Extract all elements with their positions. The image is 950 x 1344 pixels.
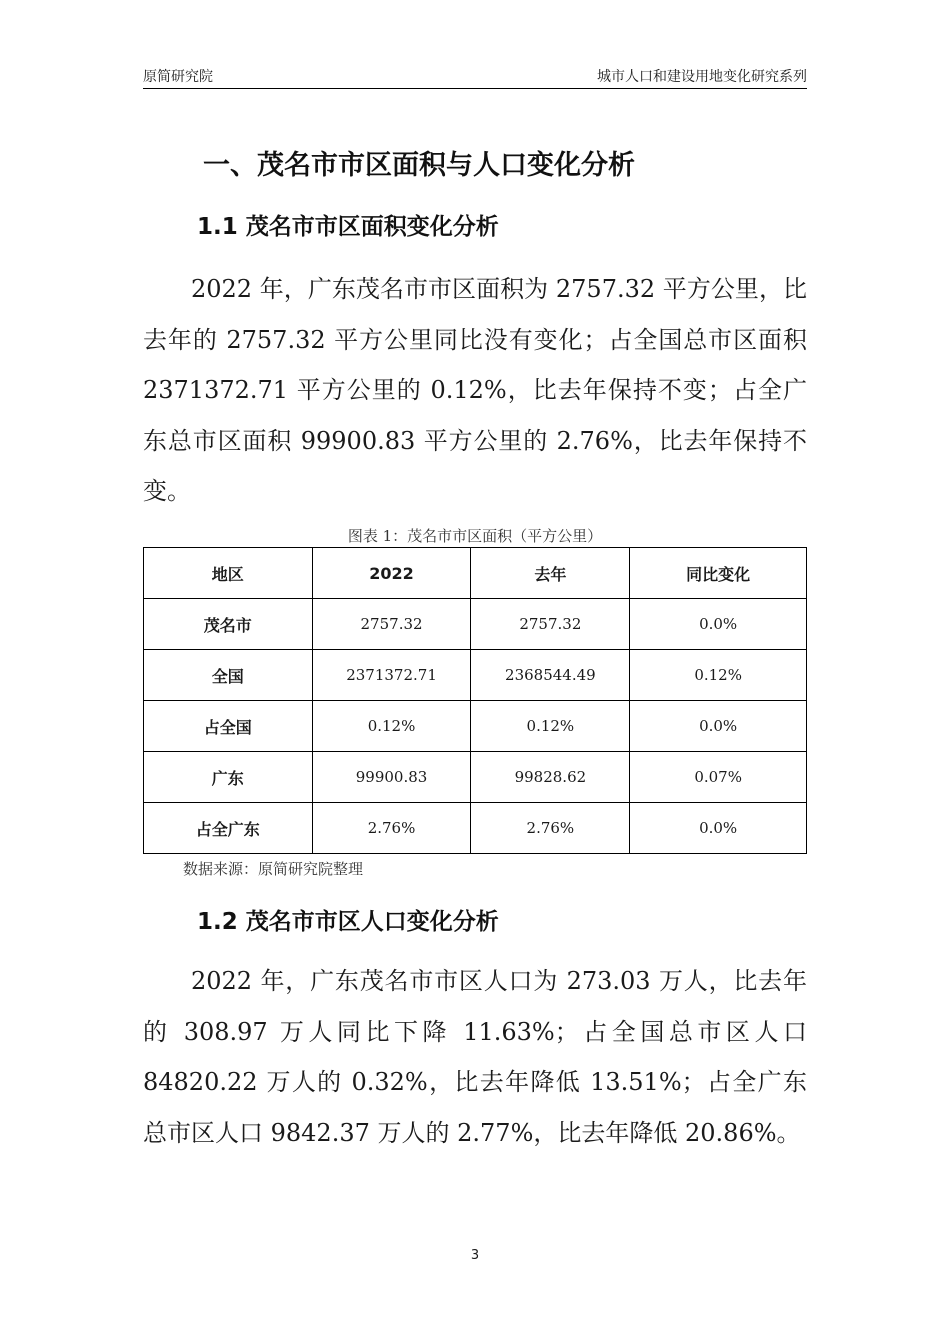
table-row-label: 茂名市 [144, 599, 313, 650]
table-cell: 2368544.49 [471, 650, 630, 701]
table-cell: 0.0% [630, 701, 807, 752]
table-cell: 2757.32 [471, 599, 630, 650]
table-cell: 0.0% [630, 599, 807, 650]
area-table [143, 547, 807, 854]
table-header-cell: 2022 [312, 548, 471, 599]
section-title: 一、茂名市市区面积与人口变化分析 [203, 150, 635, 181]
table-cell: 2.76% [471, 803, 630, 854]
table-cell: 2.76% [312, 803, 471, 854]
table-row [144, 701, 807, 752]
table-cell: 0.0% [630, 803, 807, 854]
table-row [144, 599, 807, 650]
table-header-cell: 同比变化 [630, 548, 807, 599]
table-cell: 0.12% [630, 650, 807, 701]
table-caption: 图表 1：茂名市市区面积（平方公里） [347, 527, 603, 545]
table-header-cell: 去年 [471, 548, 630, 599]
table-row-label: 全国 [144, 650, 313, 701]
table-cell: 99900.83 [312, 752, 471, 803]
area-paragraph: 2022 年，广东茂名市市区面积为 2757.32 平方公里，比去年的 2757.32 平方公里同比没有变化；占全国总市区面积 2371372.71 平方公里的 0.12%，比去年保持不变；占全广东总市区面积 99900.83 平方公里的 2.76%，比去年保持不变。 [143, 275, 807, 505]
table-cell: 0.12% [471, 701, 630, 752]
table-row [144, 803, 807, 854]
header-series-title: 城市人口和建设用地变化研究系列 [597, 69, 807, 85]
table-cell: 0.07% [630, 752, 807, 803]
population-paragraph: 2022 年，广东茂名市市区人口为 273.03 万人，比去年的 308.97 万人同比下降 11.63%；占全国总市区人口 84820.22 万人的 0.32%，比去年降低 13.51%；占全广东总市区人口 9842.37 万人的 2.77%，比去年降低 20.86%。 [143, 967, 807, 1147]
table-cell: 2757.32 [312, 599, 471, 650]
table-source-note: 数据来源：原简研究院整理 [183, 860, 364, 878]
header-org-name: 原简研究院 [143, 69, 213, 85]
table-row [144, 650, 807, 701]
table-cell: 99828.62 [471, 752, 630, 803]
table-cell: 0.12% [312, 701, 471, 752]
table-row-label: 广东 [144, 752, 313, 803]
table-header-cell: 地区 [144, 548, 313, 599]
subsection-title-area: 1.1 茂名市市区面积变化分析 [197, 214, 499, 240]
table-row [144, 752, 807, 803]
page-number: 3 [470, 1248, 480, 1263]
subsection-title-population: 1.2 茂名市市区人口变化分析 [197, 909, 499, 935]
table-cell: 2371372.71 [312, 650, 471, 701]
table-header-row [144, 548, 807, 599]
table-row-label: 占全广东 [144, 803, 313, 854]
table-row-label: 占全国 [144, 701, 313, 752]
page-header [143, 66, 807, 89]
